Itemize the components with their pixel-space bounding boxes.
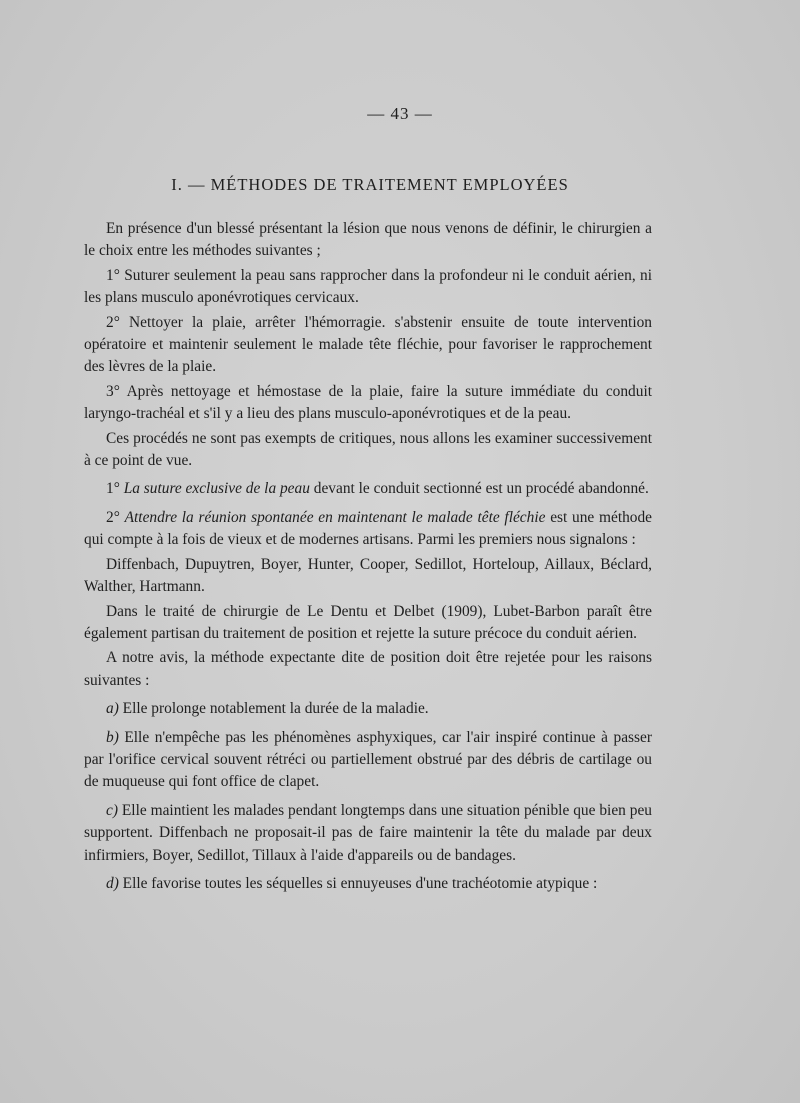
paragraph-reason-c	[84, 800, 652, 867]
reason-b-label: b)	[106, 728, 119, 746]
paragraph-method-2: 2° Nettoyer la plaie, arrêter l'hémorragie. s'abstenir ensuite de toute intervention opératoire et maintenir seulement le malade tête fléchie, pour favoriser le rapprochement des lèvres de la plaie.	[84, 313, 652, 376]
paragraph-reason-b	[84, 727, 652, 794]
paragraph-intro: En présence d'un blessé présentant la lésion que nous venons de définir, le chirurgien a le choix entre les méthodes suivantes ;	[84, 220, 652, 260]
reason-d-label: d)	[106, 874, 119, 892]
reason-d-text: Elle favorise toutes les séquelles si ennuyeuses d'une trachéotomie atypique :	[118, 874, 598, 892]
point-2-number: 2°	[106, 508, 125, 526]
point-1-italic: La suture exclusive de la peau	[123, 480, 310, 498]
point-1-number: 1°	[106, 480, 124, 498]
paragraph-critique: Ces procédés ne sont pas exempts de critiques, nous allons les examiner successivement à ce point de vue.	[84, 429, 652, 470]
reason-a-text: Elle prolonge notablement la durée de la maladie.	[118, 700, 429, 718]
paragraph-names: Diffenbach, Dupuytren, Boyer, Hunter, Cooper, Sedillot, Horteloup, Aillaux, Béclard, Walther, Hartmann.	[84, 555, 652, 596]
body-text	[84, 218, 652, 897]
paragraph-method-1: 1° Suturer seulement la peau sans rapprocher dans la profondeur ni le conduit aérien, ni les plans musculo aponévrotiques cervicaux.	[84, 266, 652, 307]
point-2-text: est une méthode qui compte à la fois de vieux et de modernes artisans. Parmi les premiers nous signalons :	[84, 508, 653, 549]
paragraph-point-2	[84, 507, 652, 552]
page-number: — 43 —	[367, 104, 433, 123]
point-1-text: devant le conduit sectionné est un procédé abandonné.	[309, 480, 649, 498]
paragraph-reason-d	[84, 873, 652, 895]
reason-c-text: Elle maintient les malades pendant longtemps dans une situation pénible que bien peu supportent. Diffenbach ne proposait-il pas de faire maintenir la tête du malade par deux infirmiers, Boyer, Sedillot, Tillaux à l'aide d'appareils ou de bandages.	[84, 801, 652, 864]
paragraph-method-3: 3° Après nettoyage et hémostase de la plaie, faire la suture immédiate du conduit laryngo-trachéal et s'il y a lieu des plans musculo-aponévrotiques et de la peau.	[84, 382, 652, 423]
paragraph-avis: A notre avis, la méthode expectante dite de position doit être rejetée pour les raisons suivantes :	[84, 649, 652, 689]
paragraph-reason-a	[84, 698, 652, 720]
paragraph-point-1	[84, 478, 652, 500]
reason-b-text: Elle n'empêche pas les phénomènes asphyxiques, car l'air inspiré continue à passer par l'orifice cervical souvent rétréci ou partiellement obstrué par des débris de cartilage ou de muqueuse qui font office de clapet.	[84, 728, 652, 791]
point-2-italic: Attendre la réunion spontanée en maintenant le malade tête fléchie	[124, 508, 546, 526]
section-title: I. — MÉTHODES DE TRAITEMENT EMPLOYÉES	[171, 175, 569, 194]
reason-c-label: c)	[106, 801, 118, 819]
paragraph-dentu: Dans le traité de chirurgie de Le Dentu et Delbet (1909), Lubet-Barbon paraît être également partisan du traitement de position et rejette la suture précoce du conduit aérien.	[84, 602, 652, 642]
reason-a-label: a)	[106, 700, 119, 718]
